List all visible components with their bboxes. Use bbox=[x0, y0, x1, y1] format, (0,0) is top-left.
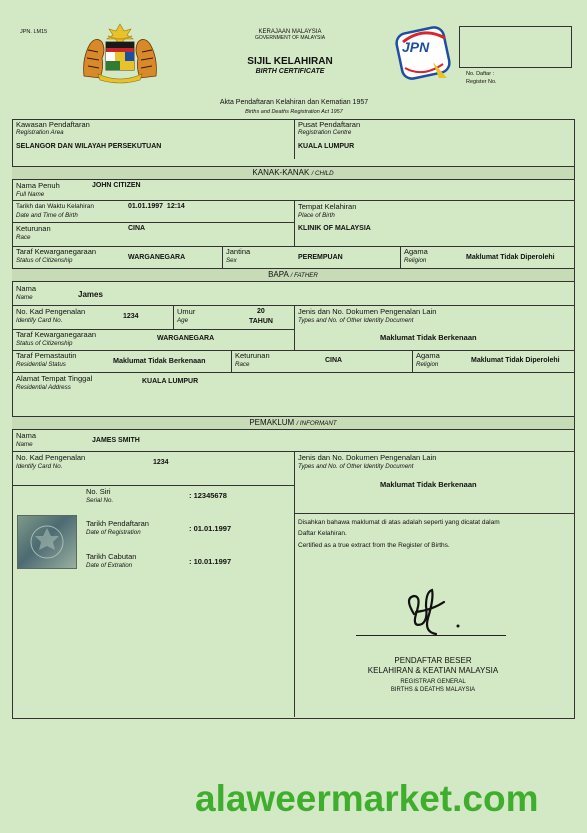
father-age-unit: TAHUN bbox=[249, 318, 273, 325]
informant-name-value: JAMES SMITH bbox=[92, 437, 140, 444]
child-section-band: KANAK-KANAK / CHILD bbox=[12, 166, 574, 180]
act-malay: Akta Pendaftaran Kelahiran dan Kematian 1957 bbox=[219, 99, 369, 106]
hologram-seal-icon bbox=[17, 515, 77, 569]
child-religion-label: Agama bbox=[404, 247, 428, 256]
father-address-label-en: Residential Address bbox=[16, 384, 71, 391]
father-race-label: Keturunan bbox=[235, 351, 270, 360]
child-dob-label: Tarikh dan Waktu Kelahiran bbox=[16, 203, 94, 210]
father-doc-value: Maklumat Tidak Berkenaan bbox=[380, 333, 477, 342]
father-religion-label-en: Religion bbox=[416, 361, 439, 368]
informant-doc-value: Maklumat Tidak Berkenaan bbox=[380, 480, 477, 489]
child-pob-label: Tempat Kelahiran bbox=[298, 202, 357, 211]
child-citizenship-label: Taraf Kewarganegaraan bbox=[16, 247, 97, 256]
form-code: JPN. LM15 bbox=[20, 29, 48, 35]
informant-name-label-en: Name bbox=[16, 441, 33, 448]
informant-ic-value: 1234 bbox=[153, 459, 169, 466]
act-english: Births and Deaths Registration Act 1957 bbox=[245, 109, 343, 115]
father-address-label: Alamat Tempat Tinggal bbox=[16, 374, 93, 383]
father-race-label-en: Race bbox=[235, 361, 250, 368]
child-race-label-en: Race bbox=[16, 234, 31, 241]
informant-doc-label: Jenis dan No. Dokumen Pengenalan Lain bbox=[298, 453, 437, 462]
father-doc-label-en: Types and No. of Other Identity Document bbox=[298, 317, 414, 324]
informant-doc-label-en: Types and No. of Other Identity Document bbox=[298, 463, 414, 470]
ext-date-value: : 10.01.1997 bbox=[189, 557, 232, 566]
father-address-value: KUALA LUMPUR bbox=[142, 378, 199, 385]
child-race-value: CINA bbox=[128, 225, 146, 232]
informant-section-title: PEMAKLUM bbox=[249, 418, 295, 427]
gov-malay: KERAJAAN MALAYSIA bbox=[258, 29, 322, 35]
child-dob-value: 01.01.1997 12:14 bbox=[128, 203, 185, 210]
father-section-band: BAPA / FATHER bbox=[12, 268, 574, 282]
coat-of-arms-icon bbox=[78, 22, 162, 84]
father-citizenship-label: Taraf Kewarganegaraan bbox=[16, 330, 97, 339]
child-pob-label-en: Place of Birth bbox=[298, 212, 335, 219]
father-religion-label: Agama bbox=[416, 351, 440, 360]
jpn-logo-text: JPN bbox=[402, 39, 430, 55]
child-section-title: KANAK-KANAK bbox=[252, 168, 310, 177]
father-name-value: James bbox=[78, 290, 103, 299]
centre-label-en: Registration Centre bbox=[298, 129, 352, 136]
centre-value: KUALA LUMPUR bbox=[298, 143, 355, 150]
informant-ic-label-en: Identify Card No. bbox=[16, 463, 63, 470]
ext-date-label: Tarikh Cabutan bbox=[86, 552, 137, 561]
father-ic-label-en: Identify Card No. bbox=[16, 317, 63, 324]
father-race-value: CINA bbox=[325, 357, 343, 364]
serial-label-en: Serial No. bbox=[86, 497, 114, 504]
father-residential-label: Taraf Pemastautin bbox=[16, 351, 77, 360]
ext-date-label-en: Date of Extration bbox=[86, 562, 133, 569]
child-sex-value: PEREMPUAN bbox=[298, 254, 343, 261]
title-english: BIRTH CERTIFICATE bbox=[255, 68, 325, 75]
father-doc-label: Jenis dan No. Dokumen Pengenalan Lain bbox=[298, 307, 437, 316]
gov-english: GOVERNMENT OF MALAYSIA bbox=[254, 35, 326, 41]
registrar-malay-1: PENDAFTAR BESER bbox=[394, 656, 472, 665]
father-ic-value: 1234 bbox=[123, 313, 139, 320]
cert-line-3: Certified as a true extract from the Register of Births. bbox=[298, 542, 450, 549]
register-number-box bbox=[459, 26, 572, 68]
reg-no-label: No. Daftar : bbox=[466, 71, 495, 77]
cert-line-2: Daftar Kelahiran. bbox=[298, 530, 347, 537]
father-age-value: 20 bbox=[257, 308, 265, 315]
title-malay: SIJIL KELAHIRAN bbox=[247, 56, 333, 67]
signature-icon bbox=[392, 584, 472, 640]
child-citizenship-value: WARGANEGARA bbox=[128, 254, 186, 261]
cert-line-1: Disahkan bahawa maklumat di atas adalah seperti yang dicatat dalam bbox=[298, 519, 500, 526]
serial-value: : 12345678 bbox=[189, 491, 227, 500]
registrar-english-2: BIRTHS & DEATHS MALAYSIA bbox=[390, 687, 476, 693]
centre-label: Pusat Pendaftaran bbox=[298, 120, 361, 129]
informant-section-band: PEMAKLUM / INFORMANT bbox=[12, 416, 574, 430]
child-sex-label-en: Sex bbox=[226, 257, 237, 264]
father-citizenship-value: WARGANEGARA bbox=[157, 335, 215, 342]
child-name-label-en: Full Name bbox=[16, 191, 45, 198]
father-name-label-en: Name bbox=[16, 294, 33, 301]
reg-date-label-en: Date of Registration bbox=[86, 529, 141, 536]
child-name-label: Nama Penuh bbox=[16, 181, 60, 190]
father-residential-label-en: Residential Status bbox=[16, 361, 66, 368]
serial-label: No. Siri bbox=[86, 487, 111, 496]
informant-name-label: Nama bbox=[16, 431, 37, 440]
father-religion-value: Maklumat Tidak Diperolehi bbox=[471, 357, 560, 364]
child-dob-label-en: Date and Time of Birth bbox=[16, 212, 78, 219]
father-name-label: Nama bbox=[16, 284, 37, 293]
registrar-english-1: REGISTRAR GENERAL bbox=[400, 679, 466, 685]
registrar-malay-2: KELAHIRAN & KEATIAN MALAYSIA bbox=[367, 666, 499, 675]
child-religion-value: Maklumat Tidak Diperolehi bbox=[466, 254, 555, 261]
father-age-label: Umur bbox=[177, 307, 196, 316]
child-pob-value: KLINIK OF MALAYSIA bbox=[298, 225, 371, 232]
child-citizenship-label-en: Status of Citizenship bbox=[16, 257, 73, 264]
reg-date-value: : 01.01.1997 bbox=[189, 524, 232, 533]
child-name-value: JOHN CITIZEN bbox=[92, 182, 141, 189]
child-religion-label-en: Religion bbox=[404, 257, 427, 264]
father-section-title: BAPA bbox=[268, 270, 289, 279]
father-citizenship-label-en: Status of Citizenship bbox=[16, 340, 73, 347]
father-ic-label: No. Kad Pengenalan bbox=[16, 307, 86, 316]
reg-no-label-en: Register No. bbox=[466, 79, 497, 85]
area-label: Kawasan Pendaftaran bbox=[16, 120, 90, 129]
child-sex-label: Jantina bbox=[226, 247, 251, 256]
father-age-label-en: Age bbox=[177, 317, 189, 324]
informant-ic-label: No. Kad Pengenalan bbox=[16, 453, 86, 462]
watermark-text: alaweermarket.com bbox=[195, 778, 539, 819]
area-value: SELANGOR DAN WILAYAH PERSEKUTUAN bbox=[16, 143, 162, 150]
child-race-label: Keturunan bbox=[16, 224, 51, 233]
father-residential-value: Maklumat Tidak Berkenaan bbox=[113, 356, 206, 365]
reg-date-label: Tarikh Pendaftaran bbox=[86, 519, 149, 528]
area-label-en: Registration Area bbox=[16, 129, 64, 136]
